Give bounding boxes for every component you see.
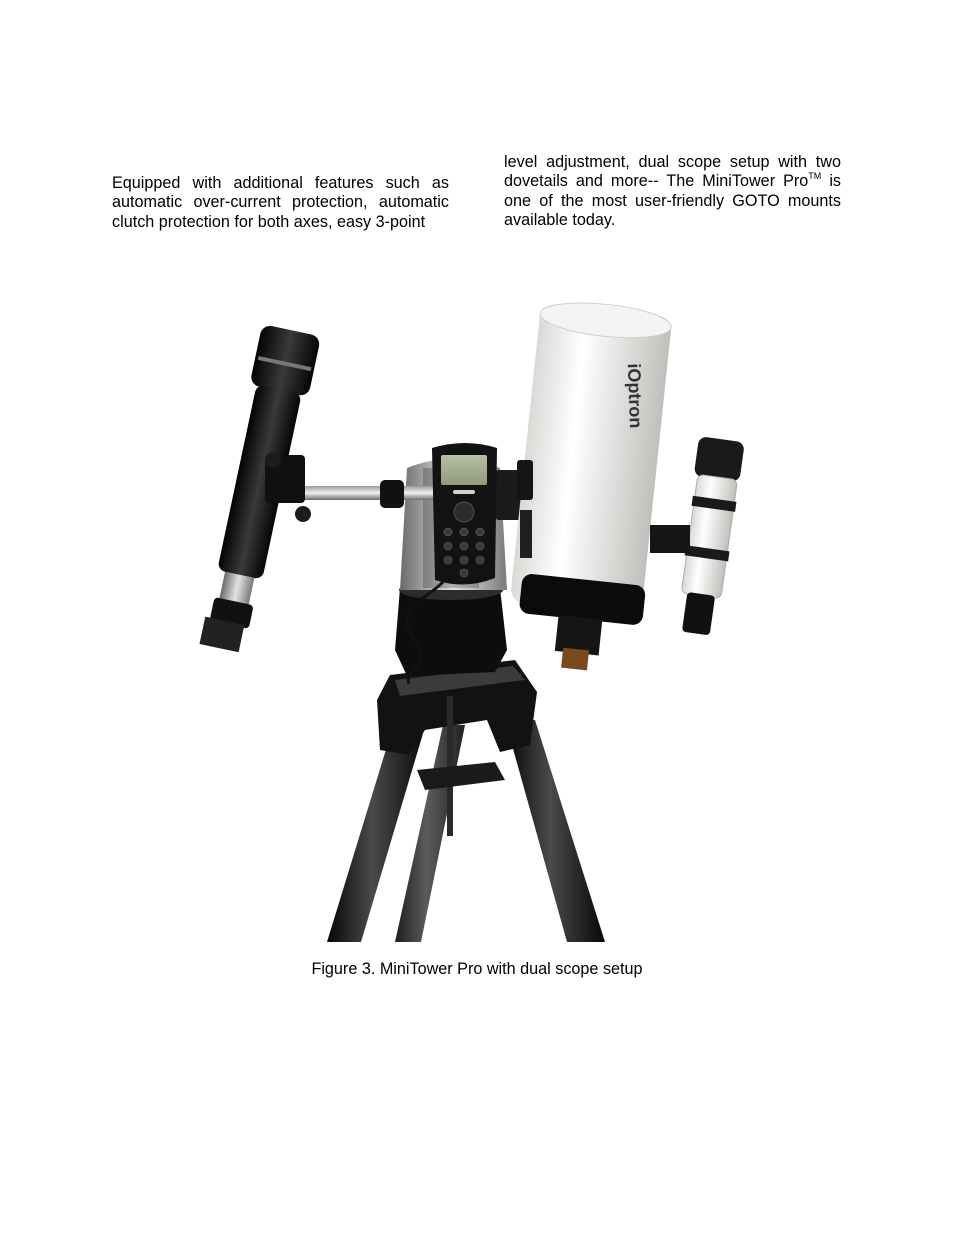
trademark-superscript: TM <box>808 171 822 182</box>
tripod-legs <box>327 720 605 942</box>
paragraph-right-part1: level adjustment, dual scope setup with two dovetails and more-- The MiniTower Pro <box>504 153 841 191</box>
finder-scope <box>650 436 745 636</box>
telescope-mount-photo <box>195 300 765 942</box>
paragraph-right-part2: is one of the most user-friendly GOTO mounts available today. <box>504 172 842 229</box>
refractor-telescope <box>195 324 321 655</box>
brand-logo: iOptron <box>623 363 647 429</box>
mount-base <box>395 580 507 676</box>
paragraph-right <box>504 153 841 230</box>
maksutov-telescope <box>503 300 675 676</box>
telescope-illustration <box>195 300 765 942</box>
figure-caption: Figure 3. MiniTower Pro with dual scope setup <box>311 960 643 978</box>
body-text-left-column <box>112 174 449 232</box>
paragraph-left: Equipped with additional features such as automatic over-current protection, automatic clutch protection for both axes, easy 3-point <box>112 174 449 231</box>
body-text-right-column <box>504 153 841 230</box>
